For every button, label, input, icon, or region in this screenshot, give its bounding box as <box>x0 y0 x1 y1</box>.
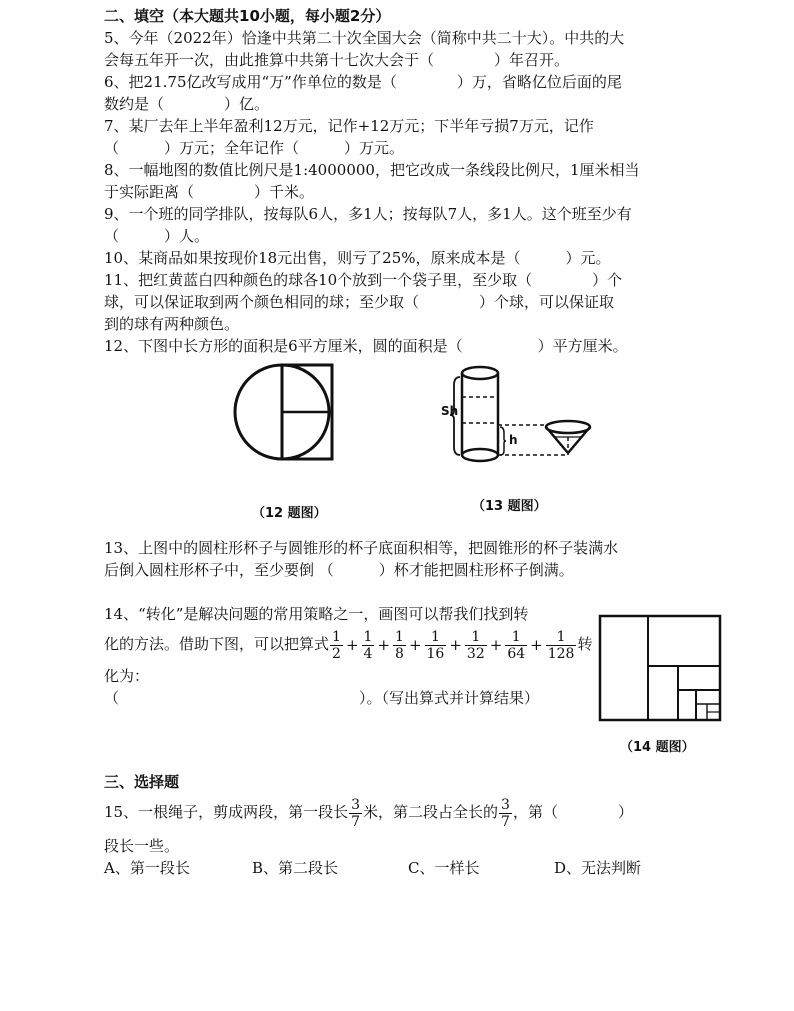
label-sh: Sh <box>441 404 459 418</box>
section-2-title: 二、填空（本大题共10小题，每小题2分） <box>104 7 391 25</box>
figure-12-circle-rectangle <box>230 355 350 475</box>
figure-12-caption: （12 题图） <box>252 506 327 521</box>
q14-line2 <box>104 622 592 666</box>
q15-mid-text: 米，第二段占全长的 <box>363 803 499 821</box>
q15-line1 <box>104 790 633 834</box>
q6-line2: 数约是（ ）亿。 <box>104 95 270 113</box>
q11-line1: 11、把红黄蓝白四种颜色的球各10个放到一个袋子里，至少取（ ）个 <box>104 271 623 289</box>
q14-fraction: $\frac{1}{128}$ <box>547 628 575 662</box>
q15-option-a[interactable]: A、第一段长 <box>104 859 190 877</box>
plus-sign: + <box>449 636 462 654</box>
q14-fraction: $\frac{1}{16}$ <box>426 628 445 662</box>
plus-sign: + <box>530 636 543 654</box>
q11-line3: 到的球有两种颜色。 <box>104 315 240 333</box>
figure-14-caption: （14 题图） <box>620 740 695 755</box>
plus-sign: + <box>489 636 503 654</box>
q15-option-c[interactable]: C、一样长 <box>408 859 480 877</box>
q15-lead-text: 15、一根绳子，剪成两段，第一段长 <box>104 803 349 821</box>
section-3-title: 三、选择题 <box>104 773 180 791</box>
q5-line1: 5、今年（2022年）恰逢中共第二十次全国大会（简称中共二十大）。中共的大 <box>104 29 625 47</box>
q9-line2: （ ）人。 <box>104 227 210 245</box>
q14-fraction: $\frac{1}{8}$ <box>395 628 404 662</box>
q14-line1: 14、“转化”是解决问题的常用策略之一，画图可以帮我们找到转 <box>104 605 529 623</box>
q13-line2: 后倒入圆柱形杯子中，至少要倒 （ ）杯才能把圆柱形杯子倒满。 <box>104 561 574 579</box>
q15-line2: 段长一些。 <box>104 837 180 855</box>
q14-line3: 化为： <box>104 667 150 685</box>
q11-line2: 球，可以保证取到两个颜色相同的球；至少取（ ）个球，可以保证取 <box>104 293 615 311</box>
q10-line: 10、某商品如果按现价18元出售，则亏了25%，原来成本是（ ）元。 <box>104 249 611 267</box>
q15-option-b[interactable]: B、第二段长 <box>252 859 339 877</box>
plus-sign: + <box>345 636 359 654</box>
q14-line4: （ ）。（写出算式并计算结果） <box>104 689 540 707</box>
q7-line1: 7、某厂去年上半年盈利12万元，记作+12万元；下半年亏损7万元，记作 <box>104 117 594 135</box>
q12-line: 12、下图中长方形的面积是6平方厘米，圆的面积是（ ）平方厘米。 <box>104 337 628 355</box>
q14-lead-text: 化的方法。借助下图，可以把算式 <box>104 635 330 653</box>
q14-expression <box>329 628 577 662</box>
q13-line1: 13、上图中的圆柱形杯子与圆锥形的杯子底面积相等，把圆锥形的杯子装满水 <box>104 539 619 557</box>
q8-line2: 于实际距离（ ）千米。 <box>104 183 315 201</box>
q6-line1: 6、把21.75亿改写成用“万”作单位的数是（ ）万，省略亿位后面的尾 <box>104 73 622 91</box>
q14-fraction: $\frac{1}{2}$ <box>332 628 341 662</box>
plus-sign: + <box>377 636 391 654</box>
q15-fraction-2: $\frac{3}{7}$ <box>501 796 510 830</box>
label-h: h <box>509 433 518 447</box>
q15-tail-text: ，第（ ） <box>512 803 633 821</box>
figure-13-caption: （13 题图） <box>472 499 547 514</box>
figure-13-cylinder-cone <box>440 355 600 475</box>
q8-line1: 8、一幅地图的数值比例尺是1:4000000，把它改成一条线段比例尺，1厘米相当 <box>104 161 640 179</box>
q14-tail-text: 转 <box>577 635 593 653</box>
plus-sign: + <box>408 636 422 654</box>
q14-fraction: $\frac{1}{32}$ <box>466 628 485 662</box>
q5-line2: 会每五年开一次，由此推算中共第十七次大会于（ ）年召开。 <box>104 51 570 69</box>
q9-line1: 9、一个班的同学排队，按每队6人，多1人；按每队7人，多1人。这个班至少有 <box>104 205 632 223</box>
q15-fraction-1: $\frac{3}{7}$ <box>351 796 361 830</box>
q14-fraction: $\frac{1}{64}$ <box>507 628 526 662</box>
q14-fraction: $\frac{1}{4}$ <box>363 628 373 662</box>
figure-14-nested-rectangles <box>596 612 726 727</box>
q7-line2: （ ）万元；全年记作（ ）万元。 <box>104 139 405 157</box>
q15-option-d[interactable]: D、无法判断 <box>554 859 642 877</box>
